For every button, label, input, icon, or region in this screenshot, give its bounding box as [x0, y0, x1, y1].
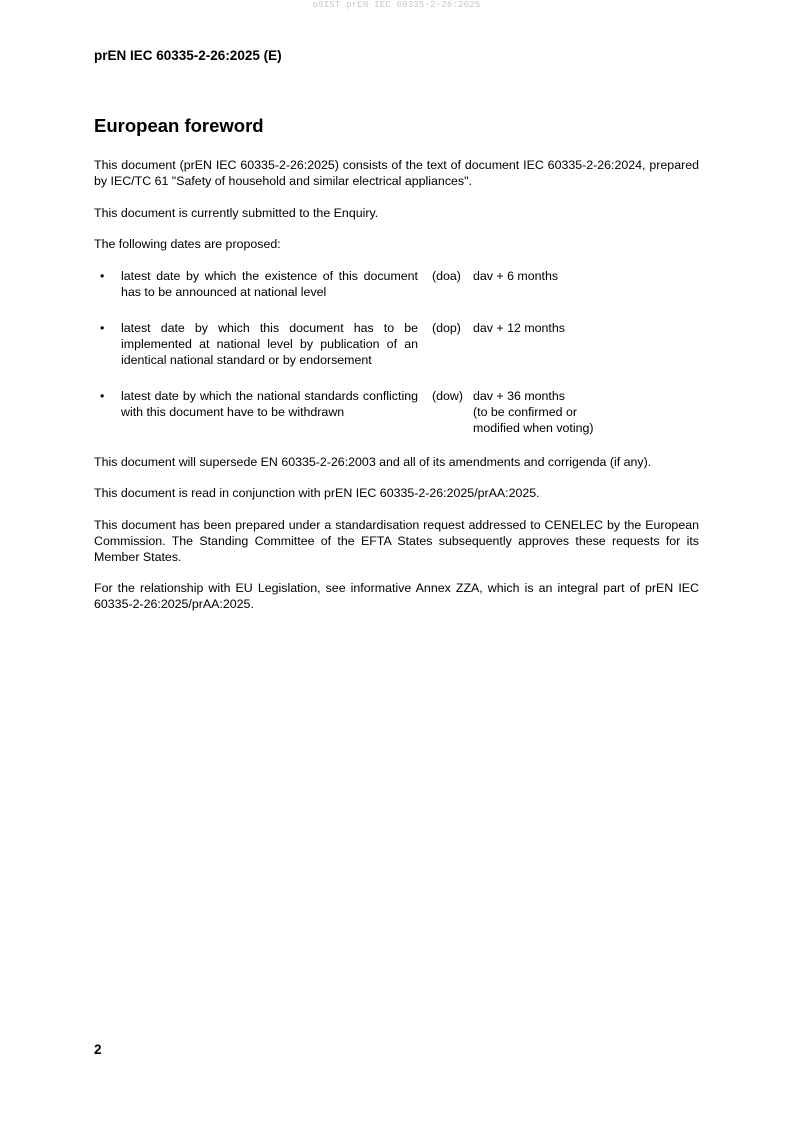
date-code: (dow)	[432, 388, 463, 403]
date-description: latest date by which the existence of this document has to be announced at national level	[121, 268, 418, 299]
bullet-icon: •	[100, 268, 105, 283]
bullet-icon: •	[100, 320, 105, 335]
section-title: European foreword	[94, 115, 264, 136]
date-description: latest date by which the national standards conflicting with this document have to be withdrawn	[121, 388, 418, 419]
page-content	[94, 115, 699, 628]
watermark: oSIST prEN IEC 60335-2-26:2025	[312, 0, 481, 10]
paragraph-enquiry-status: This document is currently submitted to the Enquiry.	[94, 205, 379, 220]
document-header: prEN IEC 60335-2-26:2025 (E)	[94, 48, 282, 63]
date-value: dav + 36 months (to be confirmed or modified when voting)	[473, 388, 594, 435]
date-description: latest date by which this document has to be implemented at national level by publication of an identical national standard or by endorsement	[121, 320, 418, 367]
date-value: dav + 6 months	[473, 268, 559, 283]
date-item-doa	[94, 268, 699, 300]
date-item-dow	[94, 388, 699, 436]
paragraph-conjunction: This document is read in conjunction with prEN IEC 60335-2-26:2025/prAA:2025.	[94, 486, 540, 500]
paragraph-document-origin: This document (prEN IEC 60335-2-26:2025) consists of the text of document IEC 60335-2-26:2024, prepared by IEC/TC 61 "Safety of household and similar electrical appliances".	[94, 158, 699, 188]
paragraph-supersede: This document will supersede EN 60335-2-26:2003 and all of its amendments and corrigenda (if any).	[94, 454, 652, 469]
dates-list	[94, 268, 699, 436]
page-number: 2	[94, 1042, 102, 1057]
bullet-icon: •	[100, 388, 105, 403]
paragraph-standardisation-request: This document has been prepared under a standardisation request addressed to CENELEC by the European Commission. The Standing Committee of the EFTA States subsequently approves these requests for its Member States.	[94, 517, 699, 564]
paragraph-dates-intro: The following dates are proposed:	[94, 237, 281, 251]
date-code: (doa)	[432, 268, 461, 283]
paragraph-eu-legislation: For the relationship with EU Legislation, see informative Annex ZZA, which is an integral part of prEN IEC 60335-2-26:2025/prAA:2025.	[94, 581, 699, 611]
date-value: dav + 12 months	[473, 320, 565, 335]
date-code: (dop)	[432, 320, 461, 335]
date-item-dop	[94, 320, 699, 368]
